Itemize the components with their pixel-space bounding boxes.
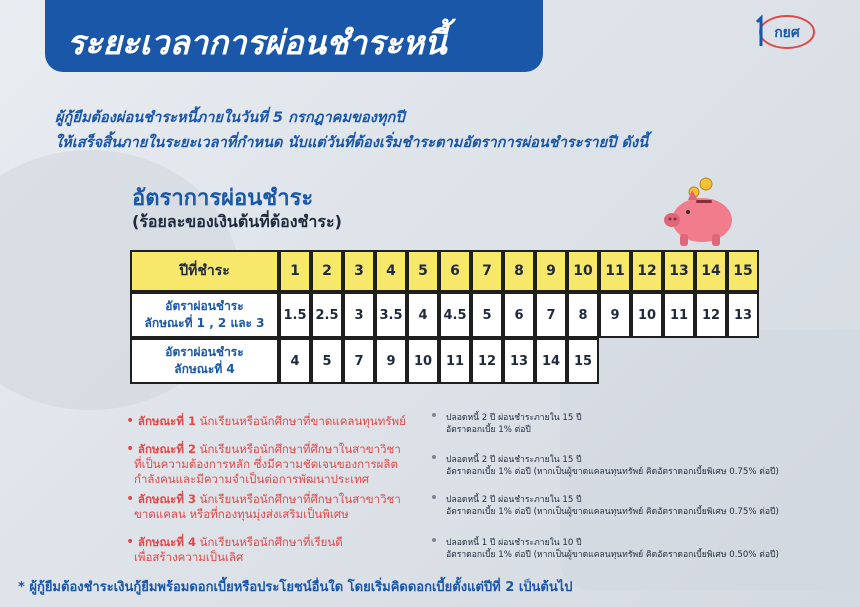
rate-cell: 4.5 [439, 292, 471, 338]
year-cell: 2 [311, 250, 343, 292]
terms-type-4 [446, 537, 779, 561]
row1-label-line-2: ลักษณะที่ 1 , 2 และ 3 [144, 316, 265, 330]
terms-line: ปลอดหนี้ 2 ปี ผ่อนชำระภายใน 15 ปี [446, 455, 582, 465]
note-bullet-icon: • [126, 491, 135, 507]
empty-cell [727, 338, 759, 384]
rate-cell: 7 [343, 338, 375, 384]
terms-line: ปลอดหนี้ 2 ปี ผ่อนชำระภายใน 15 ปี [446, 413, 582, 423]
note-line: เพื่อสร้างความเป็นเลิศ [134, 550, 244, 564]
table-row-type-1-3 [130, 292, 759, 338]
terms-type-3 [446, 494, 779, 518]
note-line: ที่เป็นความต้องการหลัก ซึ่งมีความชัดเจนของการผลิต [134, 457, 398, 471]
row2-label-line-1: อัตราผ่อนชำระ [165, 345, 244, 359]
row1-label-line-1: อัตราผ่อนชำระ [165, 299, 244, 313]
piggy-bank-icon [660, 176, 742, 250]
rate-cell: 3 [343, 292, 375, 338]
year-cell: 14 [695, 250, 727, 292]
note-line: กำลังคนและมีความจำเป็นต่อการพัฒนาประเทศ [134, 472, 370, 486]
row2-label [130, 338, 279, 384]
note-bullet-icon: • [126, 534, 135, 550]
note-line: นักเรียนหรือนักศึกษาที่ศึกษาในสาขาวิชา [199, 442, 401, 456]
year-cell: 6 [439, 250, 471, 292]
rate-cell: 2.5 [311, 292, 343, 338]
footer-note: * ผู้กู้ยืมต้องชำระเงินกู้ยืมพร้อมดอกเบี้ยหรือประโยชน์อื่นใด โดยเริ่มคิดดอกเบี้ยตั้งแต่ปีที่ 2 เป็นต้นไป [18, 580, 573, 595]
rate-table [130, 250, 759, 384]
note-key: ลักษณะที่ 2 [137, 442, 196, 456]
terms-line: อัตราดอกเบี้ย 1% ต่อปี (หากเป็นผู้ขาดแคลนทุนทรัพย์ คิดอัตราดอกเบี้ยพิเศษ 0.75% ต่อปี) [446, 467, 779, 477]
rate-cell: 12 [471, 338, 503, 384]
rate-cell: 9 [599, 292, 631, 338]
note-line: นักเรียนหรือนักศึกษาที่ศึกษาในสาขาวิชา [199, 492, 401, 506]
year-cell: 7 [471, 250, 503, 292]
note-line: นักเรียนหรือนักศึกษาที่ขาดแคลนทุนทรัพย์ [199, 414, 406, 428]
rate-cell: 15 [567, 338, 599, 384]
rate-cell: 11 [663, 292, 695, 338]
logo-text: กยศ [774, 25, 800, 41]
note-line: ขาดแคลน หรือที่กองทุนมุ่งส่งเสริมเป็นพิเศษ [134, 507, 349, 521]
rate-cell: 3.5 [375, 292, 407, 338]
terms-line: ปลอดหนี้ 1 ปี ผ่อนชำระภายใน 10 ปี [446, 538, 582, 548]
terms-bullet-icon [432, 413, 436, 417]
terms-line: อัตราดอกเบี้ย 1% ต่อปี (หากเป็นผู้ขาดแคลนทุนทรัพย์ คิดอัตราดอกเบี้ยพิเศษ 0.75% ต่อปี) [446, 507, 779, 517]
rate-cell: 5 [471, 292, 503, 338]
terms-bullet-icon [432, 455, 436, 459]
rate-cell: 13 [503, 338, 535, 384]
note-type-3 [126, 492, 401, 522]
rate-cell: 4 [407, 292, 439, 338]
table-row-years [130, 250, 759, 292]
year-cell: 12 [631, 250, 663, 292]
note-type-1 [126, 414, 406, 429]
rate-cell: 1.5 [279, 292, 311, 338]
table-row-type-4 [130, 338, 759, 384]
rate-cell: 14 [535, 338, 567, 384]
terms-type-1 [446, 412, 582, 436]
note-key: ลักษณะที่ 4 [137, 535, 196, 549]
note-key: ลักษณะที่ 1 [137, 414, 196, 428]
year-cell: 10 [567, 250, 599, 292]
title-banner [45, 0, 543, 72]
rate-cell: 12 [695, 292, 727, 338]
rate-cell: 4 [279, 338, 311, 384]
note-key: ลักษณะที่ 3 [137, 492, 196, 506]
empty-cell [695, 338, 727, 384]
page-title: ระยะเวลาการผ่อนชำระหนี้ [67, 23, 447, 62]
terms-line: อัตราดอกเบี้ย 1% ต่อปี [446, 425, 531, 435]
rate-title: อัตราการผ่อนชำระ [132, 186, 314, 211]
intro-line-2: ให้เสร็จสิ้นภายในระยะเวลาที่กำหนด นับแต่วันที่ต้องเริ่มชำระตามอัตราการผ่อนชำระรายปี ดังนี้ [55, 134, 649, 151]
year-cell: 4 [375, 250, 407, 292]
year-cell: 9 [535, 250, 567, 292]
rate-cell: 10 [631, 292, 663, 338]
rate-cell: 8 [567, 292, 599, 338]
year-cell: 5 [407, 250, 439, 292]
row1-label [130, 292, 279, 338]
rate-cell: 7 [535, 292, 567, 338]
logo-icon [753, 12, 815, 50]
terms-line: อัตราดอกเบี้ย 1% ต่อปี (หากเป็นผู้ขาดแคลนทุนทรัพย์ คิดอัตราดอกเบี้ยพิเศษ 0.50% ต่อปี) [446, 550, 779, 560]
note-type-2 [126, 442, 401, 487]
year-cell: 11 [599, 250, 631, 292]
year-cell: 8 [503, 250, 535, 292]
intro-line-1: ผู้กู้ยืมต้องผ่อนชำระหนี้ภายในวันที่ 5 กรกฎาคมของทุกปี [55, 109, 405, 126]
year-label: ปีที่ชำระ [130, 250, 279, 292]
note-bullet-icon: • [126, 441, 135, 457]
row2-label-line-2: ลักษณะที่ 4 [174, 362, 235, 376]
year-cell: 15 [727, 250, 759, 292]
terms-line: ปลอดหนี้ 2 ปี ผ่อนชำระภายใน 15 ปี [446, 495, 582, 505]
terms-bullet-icon [432, 538, 436, 542]
terms-bullet-icon [432, 495, 436, 499]
terms-type-2 [446, 454, 779, 478]
note-type-4 [126, 535, 343, 565]
rate-cell: 9 [375, 338, 407, 384]
rate-cell: 11 [439, 338, 471, 384]
empty-cell [599, 338, 631, 384]
note-line: นักเรียนหรือนักศึกษาที่เรียนดี [199, 535, 343, 549]
year-cell: 3 [343, 250, 375, 292]
rate-subtitle: (ร้อยละของเงินต้นที่ต้องชำระ) [132, 212, 342, 231]
note-bullet-icon: • [126, 413, 135, 429]
empty-cell [663, 338, 695, 384]
year-cell: 1 [279, 250, 311, 292]
rate-cell: 10 [407, 338, 439, 384]
rate-cell: 13 [727, 292, 759, 338]
empty-cell [631, 338, 663, 384]
rate-cell: 5 [311, 338, 343, 384]
year-cell: 13 [663, 250, 695, 292]
rate-cell: 6 [503, 292, 535, 338]
